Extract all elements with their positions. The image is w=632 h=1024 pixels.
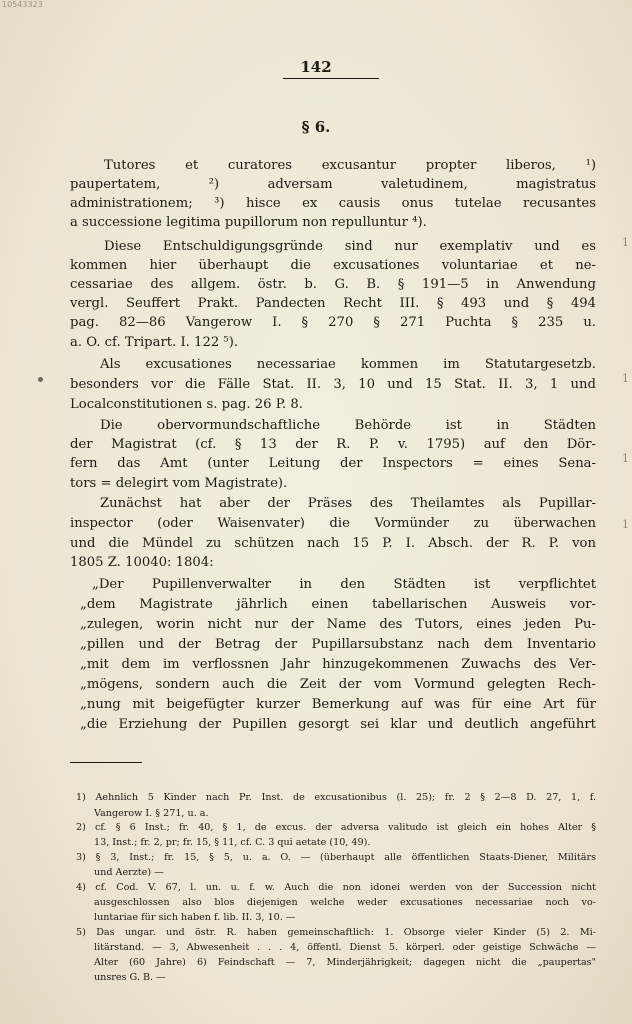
margin-dot xyxy=(38,377,43,382)
quote-line: „mögens, sondern auch die Zeit der vom Vormund gelegten Rech- xyxy=(80,677,596,692)
footnote-line: 13, Inst.; fr. 2, pr; fr. 15, § 11, cf. C. 3 qui aetate (10, 49). xyxy=(94,837,371,848)
body-line: der Magistrat (cf. § 13 der R. P. v. 1795) auf den Dör- xyxy=(70,437,596,452)
footnote-line: 5) Das ungar. und östr. R. haben gemeinschaftlich: 1. Obsorge vieler Kinder (5) 2. Mi- xyxy=(76,927,596,938)
body-line: und die Mündel zu schützen nach 15 P. I. Absch. der R. P. von xyxy=(70,536,596,551)
body-line: cessariae des allgem. östr. b. G. B. § 191—5 in Anwendung xyxy=(70,277,596,292)
footnote-line: luntariae für sich haben f. lib. II. 3, 10. — xyxy=(94,912,296,923)
section-title: § 6. xyxy=(301,118,331,136)
footnote-line: und Aerzte) — xyxy=(94,867,164,878)
body-line: Diese Entschuldigungsgründe sind nur exemplativ und es xyxy=(104,239,596,254)
page-number: 142 xyxy=(300,58,332,76)
body-line: Tutores et curatores excusantur propter liberos, ¹) xyxy=(104,158,596,173)
header-rule xyxy=(283,78,379,79)
footnote-line: Vangerow I. § 271, u. a. xyxy=(94,808,209,819)
body-line: inspector (oder Waisenvater) die Vormünder zu überwachen xyxy=(70,516,596,531)
margin-mark: 1 xyxy=(622,452,629,465)
body-line: paupertatem, ²) adversam valetudinem, magistratus xyxy=(70,177,596,192)
body-line: a. O. cf. Tripart. I. 122 ⁵). xyxy=(70,335,239,350)
footnote-line: 2) cf. § 6 Inst.; fr. 40, § 1, de excus. der adversa valitudo ist gleich ein hohes Alter § xyxy=(76,822,596,833)
footnote-line: 3) § 3, Inst.; fr. 15, § 5, u. a. O. — (überhaupt alle öffentlichen Staats-Diener, Militärs xyxy=(76,852,596,863)
footnote-rule xyxy=(70,762,142,763)
body-line: Als excusationes necessariae kommen im Statutargesetzb. xyxy=(100,357,596,372)
body-line: Die obervormundschaftliche Behörde ist in Städten xyxy=(100,418,596,433)
quote-line: „zulegen, worin nicht nur der Name des Tutors, eines jeden Pu- xyxy=(80,617,596,632)
quote-line: „mit dem im verflossnen Jahr hinzugekommenen Zuwachs des Ver- xyxy=(80,657,596,672)
footnote-line: 4) cf. Cod. V. 67, l. un. u. f. w. Auch die non idonei werden von der Succession nicht xyxy=(76,882,596,893)
quote-line: „pillen und der Betrag der Pupillarsubstanz nach dem Inventario xyxy=(80,637,596,652)
footnote-line: 1) Aehnlich 5 Kinder nach Pr. Inst. de excusationibus (l. 25); fr. 2 § 2—8 D. 27, 1, f. xyxy=(76,792,596,803)
footnote-line: litärstand. — 3, Abwesenheit . . . 4, öffentl. Dienst 5. körperl. oder geistige Schwäche — xyxy=(94,942,596,953)
body-line: pag. 82—86 Vangerow I. § 270 § 271 Puchta § 235 u. xyxy=(70,315,596,330)
quote-line: „die Erziehung der Pupillen gesorgt sei klar und deutlich angeführt xyxy=(80,717,596,732)
margin-mark: 1 xyxy=(622,236,629,249)
margin-mark: 1 xyxy=(622,372,629,385)
quote-line: „dem Magistrate jährlich einen tabellarischen Ausweis vor- xyxy=(80,597,596,612)
body-line: tors = delegirt vom Magistrate). xyxy=(70,476,288,491)
footnote-line: unsres G. B. — xyxy=(94,972,166,983)
body-line: vergl. Seuffert Prakt. Pandecten Recht III. § 493 und § 494 xyxy=(70,296,596,311)
quote-line: „Der Pupillenverwalter in den Städten ist verpflichtet xyxy=(92,577,596,592)
body-line: a successione legitima pupillorum non repulluntur ⁴). xyxy=(70,215,427,230)
body-line: Localconstitutionen s. pag. 26 P. 8. xyxy=(70,397,303,412)
margin-mark: 1 xyxy=(622,518,629,531)
body-line: administrationem; ³) hisce ex causis onus tutelae recusantes xyxy=(70,196,596,211)
footnote-line: Alter (60 Jahre) 6) Feindschaft — 7, Minderjährigkeit; dagegen nicht die „paupertas" xyxy=(94,957,596,968)
body-line: 1805 Z. 10040: 1804: xyxy=(70,555,214,570)
body-line: Zunächst hat aber der Präses des Theilamtes als Pupillar- xyxy=(100,496,596,511)
body-line: besonders vor die Fälle Stat. II. 3, 10 und 15 Stat. II. 3, 1 und xyxy=(70,377,596,392)
body-line: kommen hier überhaupt die excusationes voluntariae et ne- xyxy=(70,258,596,273)
scan-id: 10543323 xyxy=(2,0,43,9)
body-line: fern das Amt (unter Leitung der Inspectors = eines Sena- xyxy=(70,456,596,471)
quote-line: „nung mit beigefügter kurzer Bemerkung auf was für eine Art für xyxy=(80,697,596,712)
footnote-line: ausgeschlossen also blos diejenigen welche weder excusationes necessariae noch vo- xyxy=(94,897,596,908)
